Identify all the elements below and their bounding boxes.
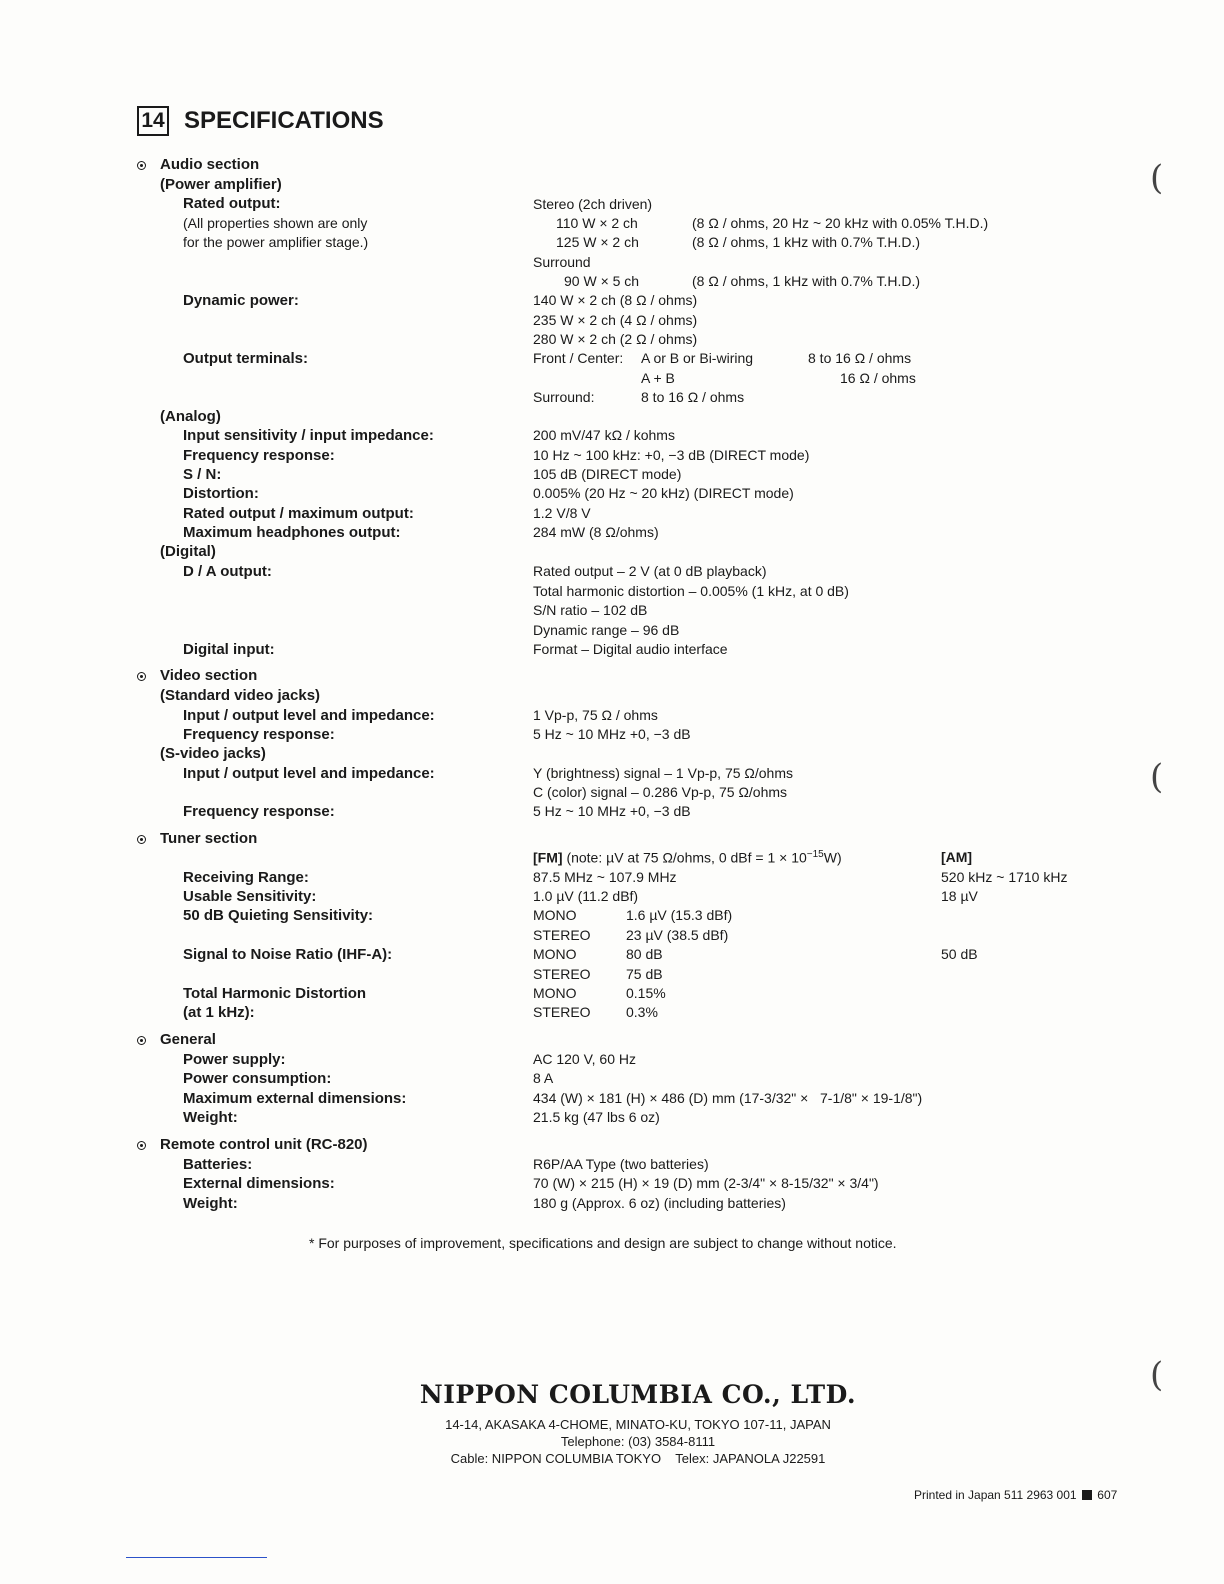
terminal-front-label: Front / Center:: [533, 350, 624, 366]
snr-stereo-value: 75 dB: [626, 966, 663, 982]
fm-heading: [533, 849, 842, 866]
rated-output-3-power: 90 W × 5 ch: [564, 273, 640, 289]
bullet-icon: [137, 1141, 146, 1150]
stereo-driven: Stereo (2ch driven): [533, 196, 653, 212]
power-consumption-label: Power consumption:: [183, 1070, 332, 1087]
subsection-svideo: (S-video jacks): [160, 745, 266, 762]
company-address: 14-14, AKASAKA 4-CHOME, MINATO-KU, TOKYO 107-11, JAPAN: [445, 1417, 831, 1432]
rated-output-1-condition: (8 Ω / ohms, 20 Hz ~ 20 kHz with 0.05% T.H.D.): [692, 215, 989, 231]
dynamic-power-label: Dynamic power:: [183, 292, 299, 309]
da-output-4: Dynamic range – 96 dB: [533, 622, 680, 638]
max-dimensions-value: 434 (W) × 181 (H) × 486 (D) mm (17-3/32" × 7-1/8" × 19-1/8"): [533, 1090, 923, 1106]
thd-mono-label: MONO: [533, 985, 577, 1001]
page-title: SPECIFICATIONS: [184, 107, 384, 134]
output-terminals-label: Output terminals:: [183, 350, 309, 367]
dynamic-power-2: 235 W × 2 ch (4 Ω / ohms): [533, 312, 698, 328]
subsection-power-amplifier: (Power amplifier): [160, 176, 282, 193]
rated-max-output-value: 1.2 V/8 V: [533, 505, 591, 521]
section-number-box: [137, 106, 169, 136]
remote-dimensions-value: 70 (W) × 215 (H) × 19 (D) mm (2-3/4" × 8-15/32" × 3/4"): [533, 1175, 879, 1191]
video-io-label: Input / output level and impedance:: [183, 707, 435, 724]
power-supply-value: AC 120 V, 60 Hz: [533, 1051, 636, 1067]
digital-input-value: Format – Digital audio interface: [533, 641, 728, 657]
fm-note-exponent: −15: [806, 849, 824, 860]
usable-sensitivity-am: 18 µV: [941, 888, 978, 904]
terminal-surround-value: 8 to 16 Ω / ohms: [641, 389, 745, 405]
rated-output-2-condition: (8 Ω / ohms, 1 kHz with 0.7% T.H.D.): [692, 234, 921, 250]
receiving-range-fm: 87.5 MHz ~ 107.9 MHz: [533, 869, 677, 885]
weight-value: 21.5 kg (47 lbs 6 oz): [533, 1109, 660, 1125]
da-output-1: Rated output – 2 V (at 0 dB playback): [533, 563, 767, 579]
remote-weight-label: Weight:: [183, 1195, 238, 1212]
thd-label-2: (at 1 kHz):: [183, 1004, 255, 1021]
frequency-response-label: Frequency response:: [183, 447, 335, 464]
power-consumption-value: 8 A: [533, 1070, 554, 1086]
printed-logo-icon: [1082, 1490, 1092, 1500]
terminal-front-value: 8 to 16 Ω / ohms: [808, 350, 912, 366]
sn-label: S / N:: [183, 466, 222, 483]
usable-sensitivity-fm: 1.0 µV (11.2 dBf): [533, 888, 639, 904]
receiving-range-label: Receiving Range:: [183, 869, 309, 886]
terminal-ab-value: 16 Ω / ohms: [840, 370, 916, 386]
da-output-label: D / A output:: [183, 563, 272, 580]
dynamic-power-1: 140 W × 2 ch (8 Ω / ohms): [533, 292, 698, 308]
svideo-frequency-value: 5 Hz ~ 10 MHz +0, −3 dB: [533, 803, 691, 819]
usable-sensitivity-label: Usable Sensitivity:: [183, 888, 317, 905]
rated-output-1-power: 110 W × 2 ch: [556, 215, 638, 231]
printed-line: [914, 1488, 1117, 1502]
remote-dimensions-label: External dimensions:: [183, 1175, 335, 1192]
company-name: NIPPON COLUMBIA CO., LTD.: [419, 1380, 857, 1409]
section-number: 14: [141, 109, 165, 132]
snr-mono-value: 80 dB: [626, 946, 663, 962]
section-general: General: [160, 1031, 216, 1048]
video-frequency-value: 5 Hz ~ 10 MHz +0, −3 dB: [533, 726, 691, 742]
quieting-stereo-label: STEREO: [533, 927, 591, 943]
da-output-2: Total harmonic distortion – 0.005% (1 kHz, at 0 dB): [533, 583, 849, 599]
fm-head: [FM]: [533, 849, 563, 866]
binding-mark-icon: (: [1150, 757, 1164, 797]
video-frequency-label: Frequency response:: [183, 726, 335, 743]
remote-weight-value: 180 g (Approx. 6 oz) (including batteries): [533, 1195, 786, 1211]
svideo-io-value-2: C (color) signal – 0.286 Vp-p, 75 Ω/ohms: [533, 784, 788, 800]
binding-mark-icon: (: [1150, 158, 1164, 198]
input-sensitivity-label: Input sensitivity / input impedance:: [183, 427, 434, 444]
surround-label: Surround: [533, 254, 591, 270]
section-video: Video section: [160, 667, 258, 684]
section-remote: Remote control unit (RC-820): [160, 1136, 368, 1153]
svideo-io-value-1: Y (brightness) signal – 1 Vp-p, 75 Ω/ohms: [533, 765, 794, 781]
weight-label: Weight:: [183, 1109, 238, 1126]
printed-text: Printed in Japan 511 2963 001: [914, 1488, 1077, 1502]
max-dimensions-label: Maximum external dimensions:: [183, 1090, 407, 1107]
batteries-label: Batteries:: [183, 1156, 253, 1173]
company-telephone: Telephone: (03) 3584-8111: [560, 1434, 716, 1449]
terminal-front-option: A or B or Bi-wiring: [641, 350, 754, 366]
rated-max-output-label: Rated output / maximum output:: [183, 505, 414, 522]
thd-mono-value: 0.15%: [626, 985, 666, 1001]
snr-stereo-label: STEREO: [533, 966, 591, 982]
dynamic-power-3: 280 W × 2 ch (2 Ω / ohms): [533, 331, 698, 347]
rated-output-2-power: 125 W × 2 ch: [556, 234, 639, 250]
am-heading: [AM]: [941, 849, 973, 865]
svideo-io-label: Input / output level and impedance:: [183, 765, 435, 782]
rated-output-label: Rated output:: [183, 195, 281, 212]
thd-label-1: Total Harmonic Distortion: [183, 985, 367, 1002]
snr-label: Signal to Noise Ratio (IHF-A):: [183, 946, 393, 963]
rated-output-note-2: for the power amplifier stage.): [183, 234, 369, 250]
svideo-frequency-label: Frequency response:: [183, 803, 335, 820]
thd-stereo-label: STEREO: [533, 1004, 591, 1020]
digital-input-label: Digital input:: [183, 641, 275, 658]
subsection-standard-video: (Standard video jacks): [160, 687, 321, 704]
terminal-surround-label: Surround:: [533, 389, 595, 405]
rated-output-3-condition: (8 Ω / ohms, 1 kHz with 0.7% T.H.D.): [692, 273, 921, 289]
distortion-label: Distortion:: [183, 485, 259, 502]
fm-note: (note: µV at 75 Ω/ohms, 0 dBf = 1 × 10: [566, 849, 807, 866]
company-cable: Cable: NIPPON COLUMBIA TOKYO Telex: JAPANOLA J22591: [450, 1451, 826, 1466]
receiving-range-am: 520 kHz ~ 1710 kHz: [941, 869, 1068, 885]
section-tuner: Tuner section: [160, 830, 258, 847]
quieting-mono-label: MONO: [533, 907, 577, 923]
bullet-icon: [137, 835, 146, 844]
snr-mono-label: MONO: [533, 946, 577, 962]
batteries-value: R6P/AA Type (two batteries): [533, 1156, 709, 1172]
quieting-stereo-value: 23 µV (38.5 dBf): [626, 927, 729, 943]
bullet-icon: [137, 161, 146, 170]
bullet-icon: [137, 1036, 146, 1045]
rated-output-note-1: (All properties shown are only: [183, 215, 368, 231]
thd-stereo-value: 0.3%: [626, 1004, 658, 1020]
headphones-output-value: 284 mW (8 Ω/ohms): [533, 524, 659, 540]
input-sensitivity-value: 200 mV/47 kΩ / kohms: [533, 427, 675, 443]
video-io-value: 1 Vp-p, 75 Ω / ohms: [533, 707, 658, 723]
frequency-response-value: 10 Hz ~ 100 kHz: +0, −3 dB (DIRECT mode): [533, 447, 810, 463]
section-audio: Audio section: [160, 156, 260, 173]
subsection-analog: (Analog): [160, 408, 221, 425]
quieting-mono-value: 1.6 µV (15.3 dBf): [626, 907, 733, 923]
printed-code: 607: [1097, 1488, 1118, 1502]
bullet-icon: [137, 672, 146, 681]
binding-mark-icon: (: [1150, 1355, 1164, 1395]
headphones-output-label: Maximum headphones output:: [183, 524, 401, 541]
distortion-value: 0.005% (20 Hz ~ 20 kHz) (DIRECT mode): [533, 485, 794, 501]
quieting-sensitivity-label: 50 dB Quieting Sensitivity:: [183, 907, 374, 924]
power-supply-label: Power supply:: [183, 1051, 286, 1068]
sn-value: 105 dB (DIRECT mode): [533, 466, 682, 482]
terminal-ab-label: A + B: [641, 370, 675, 386]
fm-note-end: W): [823, 849, 842, 866]
underline-mark: [126, 1557, 267, 1558]
da-output-3: S/N ratio – 102 dB: [533, 602, 648, 618]
footnote: * For purposes of improvement, specifications and design are subject to change without notice.: [309, 1235, 897, 1251]
snr-am-value: 50 dB: [941, 946, 978, 962]
subsection-digital: (Digital): [160, 543, 216, 560]
